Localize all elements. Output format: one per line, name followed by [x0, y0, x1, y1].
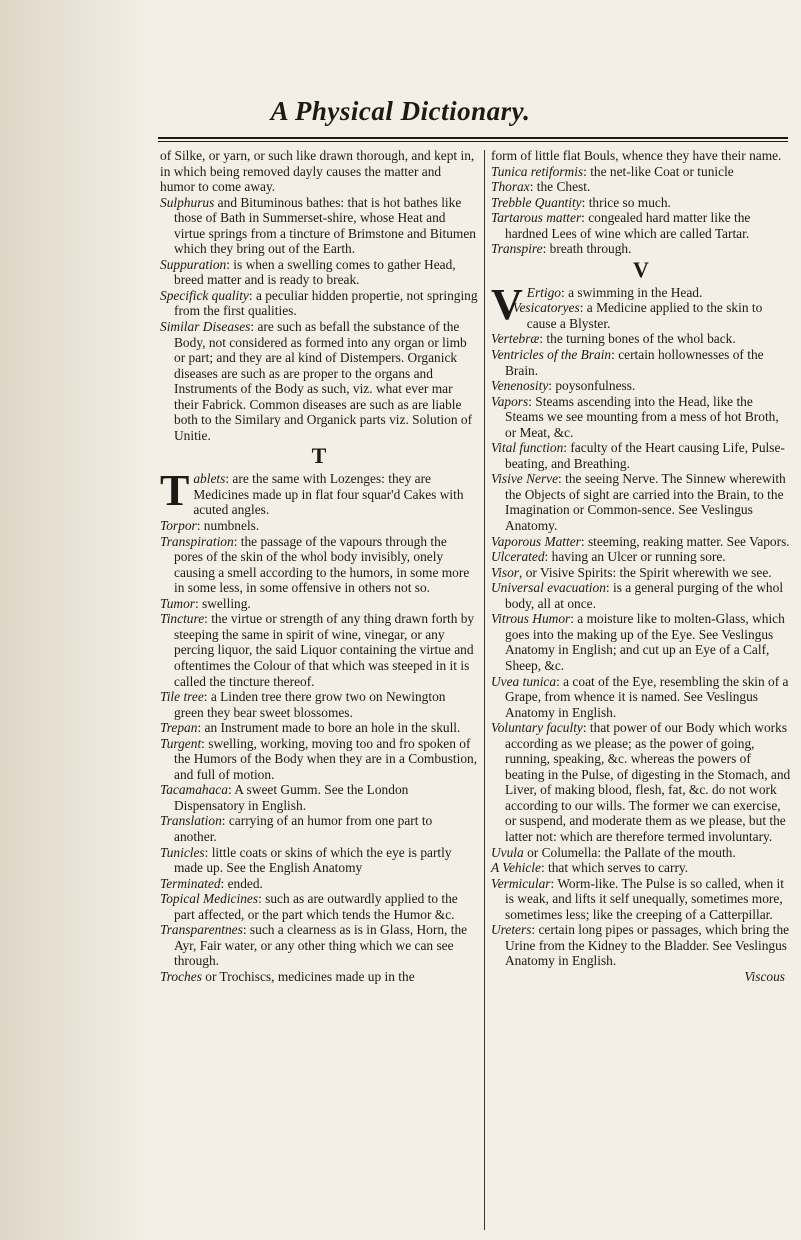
catchword: Viscous	[744, 968, 785, 984]
entry-term: Specifick quality	[160, 287, 249, 303]
entry-term: A Vehicle	[491, 860, 541, 876]
dictionary-entry	[160, 611, 478, 689]
right-column	[491, 148, 791, 984]
entry-definition: : having an Ulcer or running sore.	[544, 549, 726, 565]
dictionary-entry	[160, 782, 478, 813]
dictionary-entry	[491, 241, 791, 257]
entry-term: Sulphurus	[160, 194, 215, 210]
entry-term: Vitrous Humor	[491, 611, 571, 627]
dictionary-entry	[491, 394, 791, 441]
dictionary-entry	[160, 596, 478, 612]
dictionary-entry	[491, 347, 791, 378]
dictionary-entry	[491, 876, 791, 923]
entry-definition: : carrying of an humor from one part to another.	[174, 813, 433, 844]
entry-definition: : Steams ascending into the Head, like the Steams we see mounting from a mess of hot Broth, or Meat, &c.	[505, 393, 779, 440]
entry-definition: : a Medicine applied to the skin to cause a Blyster.	[526, 300, 763, 331]
dictionary-entry	[160, 845, 478, 876]
page-gutter-shadow	[0, 0, 150, 1240]
drop-cap: V	[491, 279, 523, 329]
entry-term: Suppuration	[160, 256, 227, 272]
dictionary-entry	[491, 148, 791, 164]
dictionary-entry	[491, 845, 791, 861]
dictionary-entry	[160, 922, 478, 969]
entry-term: Tartarous matter	[491, 210, 582, 226]
dictionary-entry	[160, 148, 478, 195]
section-letter-v: V	[633, 256, 649, 282]
entry-term: Vapors	[491, 393, 529, 409]
entry-term: Transparentnes	[160, 922, 243, 938]
entry-term: Voluntary faculty	[491, 720, 583, 736]
dictionary-entry	[491, 534, 791, 550]
entry-term: Tumor	[160, 595, 195, 611]
entry-term: Transpire	[491, 241, 543, 257]
dictionary-entry	[491, 210, 791, 241]
entry-term: Vertebræ	[491, 331, 540, 347]
entry-list	[491, 300, 791, 969]
entry-term: Vaporous Matter	[491, 533, 581, 549]
entry-list	[491, 148, 791, 257]
dictionary-entry	[491, 565, 791, 581]
header-rule	[158, 137, 788, 139]
dictionary-entry	[491, 164, 791, 180]
dictionary-entry	[160, 518, 478, 534]
entry-definition: : ended.	[220, 875, 263, 891]
dictionary-entry	[491, 860, 791, 876]
entry-definition: : is a general purging of the whol body, all at once.	[505, 580, 784, 611]
dictionary-entry	[160, 876, 478, 892]
entry-definition: : a swimming in the Head.	[561, 284, 703, 300]
left-column	[160, 148, 478, 984]
dictionary-entry	[491, 549, 791, 565]
entry-list	[160, 518, 478, 984]
entry-term: Visive Nerve	[491, 471, 559, 487]
dictionary-entry	[491, 331, 791, 347]
column-divider	[484, 150, 485, 1230]
entry-term: Uvea tunica	[491, 673, 557, 689]
entry-definition: : a Linden tree there grow two on Newington green they bear sweet blossomes.	[174, 689, 446, 720]
dictionary-entry	[160, 288, 478, 319]
dictionary-entry	[160, 195, 478, 257]
dictionary-entry	[160, 813, 478, 844]
entry-definition: of Silke, or yarn, or such like drawn thorough, and kept in, in which being removed dayly causes the matter and humor to come away.	[160, 148, 475, 195]
entry-definition: : numbnels.	[196, 518, 260, 534]
dictionary-entry	[491, 471, 791, 533]
entry-term: Ulcerated	[491, 549, 545, 565]
dictionary-entry	[491, 440, 791, 471]
entry-definition: : A sweet Gumm. See the London Dispensatory in English.	[174, 782, 409, 813]
entry-definition: : little coats or skins of which the eye is partly made up. See the English Anatomy	[174, 844, 452, 876]
entry-definition: : the net-like Coat or tunicle	[583, 163, 734, 179]
entry-definition: : the passage of the vapours through the pores of the skin of the whol body invisibly, onely causing a smell according to the humors, in some more in some less, in some offensive in others not so.	[174, 533, 470, 596]
entry-term: Topical Medicines	[160, 891, 259, 907]
entry-definition: or Columella: the Pallate of the mouth.	[523, 844, 736, 860]
dictionary-entry	[491, 195, 791, 211]
entry-term: Tunica retiformis	[491, 163, 584, 179]
dictionary-entry	[160, 466, 478, 518]
dictionary-entry	[491, 922, 791, 969]
drop-cap: T	[160, 466, 190, 516]
entry-definition: : breath through.	[542, 241, 632, 257]
entry-definition: : such as are outwardly applied to the part affected, or the part which tends the Humor &c.	[174, 891, 458, 922]
entry-term: Trepan	[160, 720, 198, 736]
entry-term: Vital function	[491, 440, 564, 456]
entry-definition: and Bituminous bathes: that is hot bathes like those of Bath in Summerset-shire, whose Heat and virtue springs from a tincture of Brimstone and Bitumen which they bring out of the Earth.	[174, 194, 476, 257]
entry-definition: , or Visive Spirits: the Spirit wherewith we see.	[519, 564, 772, 580]
dictionary-entry	[160, 969, 478, 985]
entry-term: Ureters	[491, 922, 532, 938]
entry-definition: or Trochiscs, medicines made up in the	[201, 968, 415, 984]
page-header: A Physical Dictionary.	[270, 96, 531, 126]
entry-term: Vesicatoryes	[512, 300, 580, 316]
dictionary-entry	[160, 736, 478, 783]
entry-term: Thorax	[491, 179, 530, 195]
entry-term: Similar Diseases	[160, 319, 251, 335]
entry-definition: : are such as befall the substance of the Body, not considered as formed into any organ or limb or part; and they are al kind of Distempers. Organick diseases are such as are proper to the organs and Instruments of the Body as such, viz. what ever mar their Fabrick. Common diseases are such as are liable both to the Similary and Organick parts viz. Solution of Unitie.	[174, 319, 473, 443]
dictionary-entry	[160, 257, 478, 288]
entry-definition: : the virtue or strength of any thing drawn forth by steeping the same in spirit of wine, vinegar, or any percing liquor, the said Liquor containing the virtue and oftentimes the Colour of that which was steeped in it is called the tincture thereof.	[174, 611, 475, 689]
entry-definition: : Worm-like. The Pulse is so called, when it is weak, and lifts it self unequally, sometimes more, sometimes less; like the creeping of a Catterpillar.	[505, 875, 784, 922]
entry-term: Tacamahaca	[160, 782, 228, 798]
entry-definition: : such a clearness as is in Glass, Horn, the Ayr, Fair water, or any other thing which we can see through.	[174, 922, 468, 969]
entry-term: Tincture	[160, 611, 205, 627]
dictionary-entry	[491, 179, 791, 195]
entry-term: Transpiration	[160, 533, 234, 549]
dictionary-entry	[160, 891, 478, 922]
section-letter-t: T	[311, 443, 327, 469]
dictionary-entry	[491, 611, 791, 673]
entry-term: Visor	[491, 564, 520, 580]
entry-definition: : a moisture like to molten-Glass, which goes into the making up of the Eye. See Veslingus Anatomy in English; and cut up an Eye of a Calf, Sheep, &c.	[505, 611, 785, 673]
entry-term: Terminated	[160, 875, 221, 891]
dictionary-entry	[491, 674, 791, 721]
entry-term: Trebble Quantity	[491, 194, 582, 210]
dictionary-entry	[160, 534, 478, 596]
entry-definition: : poysonfulness.	[548, 378, 636, 394]
entry-term: Ventricles of the Brain	[491, 347, 612, 363]
dictionary-entry	[491, 300, 791, 331]
entry-definition: : certain long pipes or passages, which bring the Urine from the Kidney to the Bladder. See Veslingus Anatomy in English.	[505, 922, 790, 969]
entry-definition: : the Chest.	[529, 179, 591, 195]
dictionary-entry	[491, 720, 791, 844]
entry-definition: : are the same with Lozenges: they are Medicines made up in flat four squar'd Cakes with acuted angles.	[193, 471, 464, 518]
entry-term: Uvula	[491, 844, 524, 860]
entry-term: Universal evacuation	[491, 580, 606, 596]
dictionary-entry	[160, 720, 478, 736]
entry-definition: : faculty of the Heart causing Life, Pulse-beating, and Breathing.	[505, 440, 785, 471]
header-rule-thin	[158, 141, 788, 142]
entry-term: Venenosity	[491, 378, 549, 394]
entry-list	[160, 148, 478, 443]
entry-definition: : that power of our Body which works according as we please; as the power of going, running, speaking, &c. whereas the powers of beating in the Pulse, of digesting in the Stomach, and Liver, of making blood, flesh, fat, &c. do not work according to our wills. The former we can exercise, or suspend, and moderate them as we please, but the latter not: which are therefore termed involuntary.	[505, 720, 791, 844]
dictionary-entry	[160, 319, 478, 443]
entry-definition: : an Instrument made to bore an hole in the skull.	[197, 720, 461, 736]
entry-definition: : the seeing Nerve. The Sinnew wherewith the Objects of sight are carried into the Brain, to the Imagination or Common-sence. See Veslingus Anatomy.	[505, 471, 786, 534]
entry-term: Tunicles	[160, 844, 205, 860]
entry-definition: : swelling.	[194, 595, 251, 611]
entry-term: Tile tree	[160, 689, 204, 705]
entry-definition: : steeming, reaking matter. See Vapors.	[580, 533, 790, 549]
entry-definition: : thrice so much.	[581, 194, 671, 210]
entry-term: Torpor	[160, 518, 197, 534]
entry-definition: : is when a swelling comes to gather Head, breed matter and is ready to break.	[174, 256, 456, 288]
dictionary-entry	[491, 580, 791, 611]
entry-term: Vermicular	[491, 875, 551, 891]
entry-definition: : congealed hard matter like the hardned Lees of wine which are called Tartar.	[505, 210, 751, 241]
entry-definition: : the turning bones of the whol back.	[539, 331, 736, 347]
entry-definition: : swelling, working, moving too and fro spoken of the Humors of the Body when they are in a Combustion, and full of motion.	[174, 735, 478, 782]
entry-definition: form of little flat Bouls, whence they have their name.	[491, 148, 782, 163]
entry-term: Translation	[160, 813, 222, 829]
entry-term: Ertigo	[526, 284, 562, 300]
entry-definition: : a peculiar hidden propertie, not springing from the first qualities.	[174, 287, 478, 319]
entry-term: Turgent	[160, 735, 202, 751]
entry-term: Troches	[160, 968, 202, 984]
entry-definition: : certain hollownesses of the Brain.	[505, 347, 764, 378]
dictionary-entry	[160, 689, 478, 720]
entry-term: ablets	[193, 471, 226, 487]
entry-definition: : a coat of the Eye, resembling the skin of a Grape, from whence it is named. See Veslingus Anatomy in English.	[505, 673, 789, 720]
entry-definition: : that which serves to carry.	[540, 860, 689, 876]
dictionary-entry	[491, 378, 791, 394]
